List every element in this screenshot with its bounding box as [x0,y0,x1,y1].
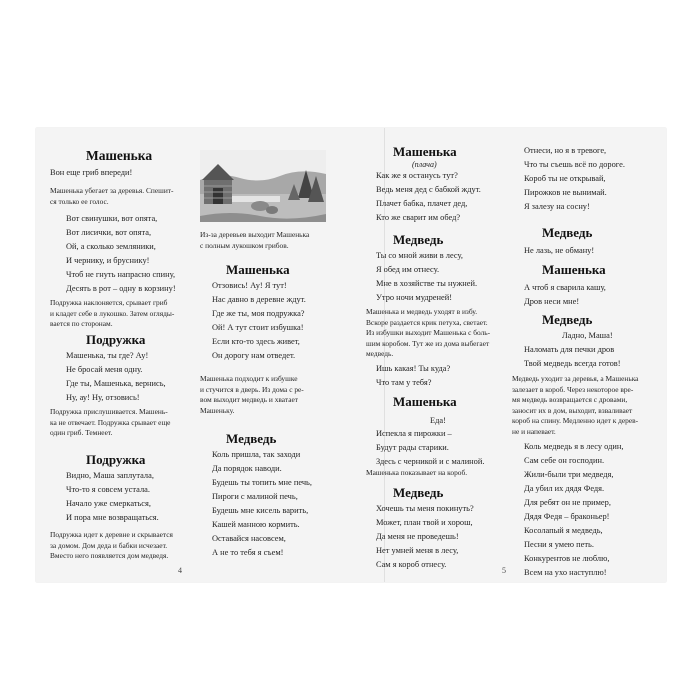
verse-line: Я залезу на сосну! [524,202,590,211]
verse-block [212,279,306,363]
note-line: ся только ее голос. [50,196,109,206]
speaker-heading: Медведь [542,225,593,240]
page-number: 5 [502,566,506,575]
verse-line: Будут рады старики. [376,443,449,452]
verse-line: Короб ты не открывай, [524,174,606,183]
forest-hut-illustration [200,150,326,222]
note-line: Подружка идет к деревне и скрывается [50,530,173,539]
verse-line: Да убил их дядя Федя. [524,484,605,493]
verse-block [50,166,132,180]
stage-direction [512,374,638,437]
verse-line: Как же я останусь тут? [376,171,458,180]
note-line: Машенька подходит к избушке [200,374,298,383]
verse-line: Вон еще гриб впереди! [50,168,133,177]
verse-line: Пироги с малиной печь, [212,492,298,501]
verse-line: Твой медведь всегда готов! [524,359,621,368]
verse-line: Дров неси мне! [524,297,580,306]
verse-line: Что ты съешь всё по дороге. [524,160,625,169]
note-line: медведь. [366,349,394,358]
verse-block [376,169,481,225]
note-line: и кладет себе в лукошко. Затем огляды- [50,308,175,318]
note-line: вается по сторонам. [50,319,113,328]
speaker-heading: Медведь [393,232,444,247]
verse-line: Чтоб не гнуть напрасно спину, [66,270,176,279]
verse-line: Начало уже смеркаться, [66,499,151,508]
verse-line: Ты со мной живи в лесу, [376,251,463,260]
verse-line: Я обед им отнесу. [376,265,440,274]
speaker-heading: Медведь [393,485,444,500]
verse-line: А не то тебя я съем! [212,548,284,557]
verse-line: Плачет бабка, плачет дед, [376,199,468,208]
verse-line: Что там у тебя? [376,378,432,387]
verse-line: Кашей манною кормить. [212,520,300,529]
verse-block [524,244,594,258]
note-line: за домом. Дом деда и бабки исчезает. [50,540,168,550]
speaker-heading: Машенька [542,262,606,277]
verse-line: Кто же сварит им обед? [376,213,461,222]
verse-line: Отзовись! Ау! Я тут! [212,281,287,290]
note-line: короб на спину. Медленно идет к дерев- [512,416,639,425]
verse-line: Если кто-то здесь живет, [212,337,300,346]
verse-line: Испекла я пирожки – [376,429,452,438]
verse-line: Ведь меня дед с бабкой ждут. [376,185,481,194]
verse-line: Пирожков не вынимай. [524,188,607,197]
verse-block [376,249,477,305]
stage-direction [50,298,174,330]
verse-line: Ну, ау! Ну, отзовись! [66,393,140,402]
verse-line: Да меня не проведешь! [376,532,459,541]
verse-line: Может, план твой и хорош, [376,518,473,527]
verse-line: Будешь ты топить мне печь, [212,478,312,487]
note-line: Машенька показывает на короб. [366,468,468,477]
verse-line: Утро ночи мудреней! [376,293,452,302]
note-line: шим коробом. Тут же из дома выбегает [366,338,490,348]
verse-line: Ой, а сколько земляники, [66,242,156,251]
speaker-heading: Машенька [393,144,457,159]
verse-line: Песни я умею петь. [524,540,594,549]
note-line: Машеньку. [200,405,235,415]
speaker-heading: Подружка [86,452,146,467]
verse-block [524,281,606,309]
note-line: не и напевает. [512,426,556,436]
note-line: Из-за деревьев выходит Машенька [200,230,310,239]
speaker-heading: Подружка [86,332,146,347]
verse-line: Где же ты, моя подружка? [212,309,305,318]
verse-line: Здесь с черникой и с малиной. [376,457,485,466]
verse-line: Всем на ухо наступлю! [524,568,607,577]
verse-line: Видно, Маша заплутала, [66,471,154,480]
note-line: Из избушки выходит Машенька с боль- [366,328,491,337]
verse-line: Вот лисички, вот опята, [66,228,152,237]
speaker-heading: Медведь [542,312,593,327]
stage-direction [50,407,170,439]
verse-block [562,329,613,343]
verse-line: Хочешь ты меня покинуть? [376,504,474,513]
stage-direction [366,307,490,360]
note-line: с полным лукошком грибов. [200,240,289,250]
verse-block [524,440,623,580]
verse-line: Ой! А тут стоит избушка! [212,323,304,332]
book-spread [36,128,666,582]
verse-line: Отнеси, но я в тревоге, [524,146,607,155]
stage-direction [366,468,467,479]
note-line: Медведь уходит за деревья, а Машенька [512,374,639,383]
note-line: Машенька убегает за деревья. Спешит- [50,186,174,195]
verse-line: Ишь какая! Ты куда? [376,364,451,373]
verse-line: Не бросай меня одну. [66,365,143,374]
verse-line: Вот свинушки, вот опята, [66,214,158,223]
verse-line: Нет умней меня в лесу, [376,546,459,555]
verse-block [376,502,474,572]
verse-line: Наломать для печки дров [524,345,615,354]
verse-line: Будешь мне кисель варить, [212,506,309,515]
verse-line: Ладно, Маша! [562,331,613,340]
parenthetical-direction: (плача) [412,160,437,169]
verse-line: Оставайся насовсем, [212,534,286,543]
note-line: один гриб. Темнеет. [50,428,113,437]
verse-block [524,144,625,214]
verse-line: Коль пришла, так заходи [212,450,301,459]
verse-line: Для ребят он не пример, [524,498,611,507]
page-number: 4 [178,566,182,575]
note-line: залезает в короб. Через некоторое вре- [512,384,634,394]
speaker-heading: Машенька [86,148,153,163]
verse-line: Что-то я совсем устала. [66,485,150,494]
verse-line: Нас давно в деревне ждут. [212,295,306,304]
verse-block [66,212,176,296]
verse-line: Десять в рот – одну в корзину! [66,284,176,293]
speaker-heading: Машенька [226,262,290,277]
note-line: заносит их в дом, выходит, взваливает [512,405,633,415]
verse-line: И пора мне возвращаться. [66,513,159,522]
speaker-heading: Медведь [226,431,277,446]
note-line: вом выходит медведь и хватает [200,395,298,404]
verse-line: Сам себе он господин. [524,456,605,465]
verse-line: Косолапый я медведь, [524,526,603,535]
stage-direction [412,160,437,169]
note-line: и стучится в дверь. Из дома с ре- [200,384,304,394]
note-line: ка не отвечает. Подружка срывает еще [50,417,171,427]
verse-block [430,414,446,428]
verse-block [376,427,484,469]
stage-direction [200,374,304,416]
verse-line: Коль медведь я в лесу один, [524,442,624,451]
verse-line: Жили-были три медведя, [524,470,614,479]
note-line: Подружка прислушивается. Машень- [50,407,168,416]
verse-block [212,448,312,560]
note-line: Вскоре раздается крик петуха, светает. [366,317,488,327]
verse-line: Он дорогу нам отведет. [212,351,296,360]
verse-block [66,349,166,405]
verse-line: Не лазь, не обману! [524,246,595,255]
stage-direction [200,230,309,251]
verse-line: Дядя Федя – браконьер! [524,512,610,521]
verse-line: Да порядок наводи. [212,464,282,473]
stage-direction [50,530,173,562]
verse-block [524,343,621,371]
verse-line: А чтоб я сварила кашу, [524,283,606,292]
verse-line: Мне в хозяйстве ты нужней. [376,279,478,288]
verse-block [66,469,159,525]
stage-direction [50,186,174,207]
verse-line: Машенька, ты где? Ау! [66,351,149,360]
verse-block [376,362,450,390]
verse-line: Где ты, Машенька, вернись, [66,379,166,388]
note-line: Машенька и медведь уходят в избу. [366,307,478,316]
verse-line: Конкурентов не люблю, [524,554,610,563]
speaker-heading: Машенька [393,394,457,409]
note-line: Вместо него появляется дом медведя. [50,551,169,560]
verse-line: Сам я короб отнесу. [376,560,447,569]
verse-line: И чернику, и бруснику! [66,256,150,265]
note-line: Подружка наклоняется, срывает гриб [50,298,168,307]
verse-line: Еда! [430,416,446,425]
note-line: мя медведь возвращается с дровами, [512,395,628,404]
